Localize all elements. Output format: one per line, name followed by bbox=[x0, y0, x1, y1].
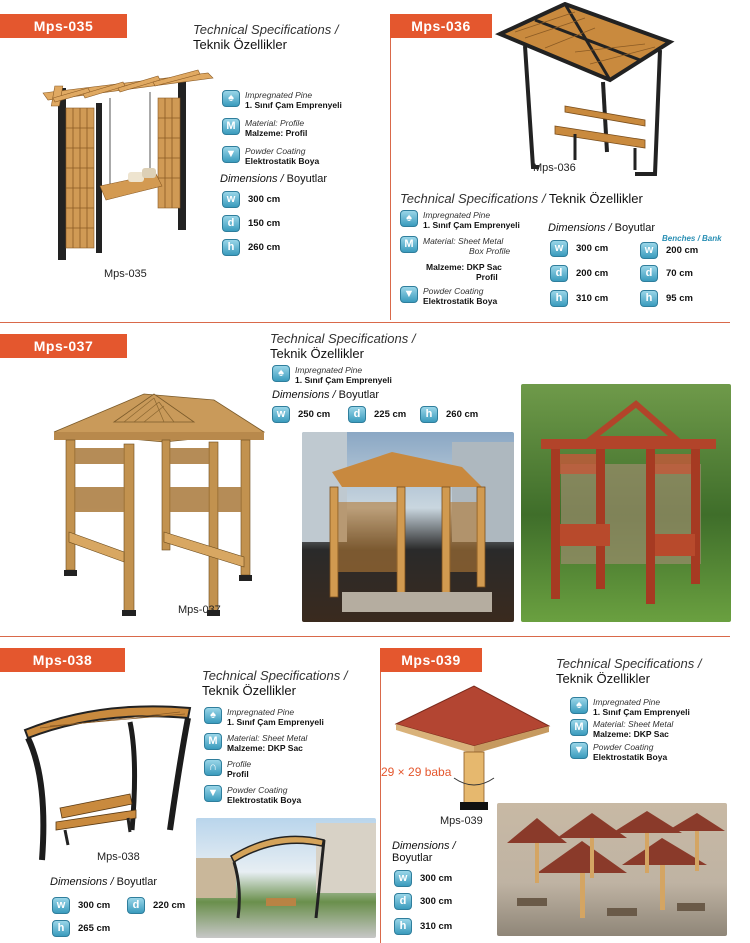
spec-en: Profile bbox=[227, 759, 252, 769]
material-icon: M bbox=[204, 733, 222, 750]
tree-icon: ♠ bbox=[272, 365, 290, 382]
mps037-photo-wooden bbox=[302, 432, 514, 622]
dim-width-038 bbox=[52, 897, 110, 914]
dim-value: 200 cm bbox=[576, 268, 609, 279]
spec-tr: 1. Sınıf Çam Emprenyeli bbox=[227, 717, 324, 727]
dim-depth-039 bbox=[394, 893, 452, 910]
bench-width-036 bbox=[640, 242, 698, 259]
height-icon: h bbox=[394, 918, 412, 935]
dim-en: Dimensions / bbox=[392, 840, 456, 852]
canopy-photo-shape bbox=[196, 818, 376, 938]
spec-en: Impregnated Pine bbox=[227, 707, 295, 717]
spec-heading-en: Technical Specifications / bbox=[193, 22, 339, 37]
depth-icon: d bbox=[550, 265, 568, 282]
dim-depth-036 bbox=[550, 265, 608, 282]
width-icon: w bbox=[272, 406, 290, 423]
spec-heading-en: Technical Specifications / bbox=[400, 191, 546, 206]
spec-tr: Malzeme: DKP Sac bbox=[227, 743, 303, 753]
mps038-photo bbox=[196, 818, 376, 938]
dim-height-035 bbox=[222, 239, 280, 256]
spec-heading-038 bbox=[202, 668, 348, 698]
depth-icon: d bbox=[394, 893, 412, 910]
paint-icon: ▼ bbox=[222, 146, 240, 163]
spec-tr: Elektrostatik Boya bbox=[593, 752, 668, 762]
width-icon: w bbox=[394, 870, 412, 887]
spec-tr: 1. Sınıf Çam Emprenyeli bbox=[295, 375, 392, 385]
mps035-caption: Mps-035 bbox=[104, 268, 147, 280]
dim-value: 225 cm bbox=[374, 409, 407, 420]
dim-value: 300 cm bbox=[78, 900, 111, 911]
bench-height-036 bbox=[640, 290, 693, 307]
dim-value: 70 cm bbox=[666, 268, 693, 279]
dim-value: 300 cm bbox=[420, 896, 453, 907]
material-icon: M bbox=[222, 118, 240, 135]
spec-heading-035 bbox=[193, 22, 339, 52]
dim-width-037 bbox=[272, 406, 330, 423]
product-tag-mps037: Mps-037 bbox=[0, 334, 127, 358]
mps039-caption: Mps-039 bbox=[440, 815, 483, 827]
spec-powder-039 bbox=[570, 742, 667, 762]
divider-vertical-bottom bbox=[380, 660, 381, 943]
height-icon: h bbox=[52, 920, 70, 937]
mps039-photo bbox=[497, 803, 727, 936]
dim-tr: Boyutlar bbox=[116, 876, 157, 888]
spec-powder-038 bbox=[204, 785, 301, 805]
dim-depth-035 bbox=[222, 215, 280, 232]
spec-tr: Elektrostatik Boya bbox=[245, 156, 320, 166]
spec-en: Powder Coating bbox=[593, 742, 654, 752]
spec-en: Impregnated Pine bbox=[593, 697, 661, 707]
material-icon: M bbox=[400, 236, 418, 253]
mps039-umbrella-roof-illustration bbox=[394, 684, 554, 814]
spec-material-036 bbox=[400, 236, 510, 256]
mps035-swing-pergola-illustration bbox=[38, 68, 218, 268]
width-icon: w bbox=[550, 240, 568, 257]
dim-value: 260 cm bbox=[446, 409, 479, 420]
dim-value: 95 cm bbox=[666, 293, 693, 304]
bench-depth-036 bbox=[640, 265, 693, 282]
spec-material-038 bbox=[204, 733, 307, 753]
mps036-caption: Mps-036 bbox=[533, 162, 576, 174]
mps038-caption: Mps-038 bbox=[97, 851, 140, 863]
spec-heading-037 bbox=[270, 331, 416, 361]
dim-depth-038 bbox=[127, 897, 185, 914]
spec-en: Impregnated Pine bbox=[295, 365, 363, 375]
spec-material-tr-036 bbox=[426, 262, 502, 282]
spec-heading-en: Technical Specifications / bbox=[202, 668, 348, 683]
dim-height-038 bbox=[52, 920, 110, 937]
profile-icon: ∩ bbox=[204, 759, 222, 776]
wooden-gazebo-photo-shape bbox=[302, 432, 514, 622]
spec-heading-tr: Teknik Özellikler bbox=[193, 37, 287, 52]
spec-powder-036 bbox=[400, 286, 497, 306]
spec-pine-036 bbox=[400, 210, 520, 230]
spec-tr-2: Profil bbox=[476, 272, 498, 282]
dim-value: 260 cm bbox=[248, 242, 281, 253]
mps037-gazebo-illustration bbox=[44, 392, 269, 617]
dim-height-037 bbox=[420, 406, 478, 423]
dimensions-heading-038 bbox=[50, 876, 157, 888]
spec-heading-039 bbox=[556, 656, 702, 686]
dim-en: Dimensions / bbox=[50, 876, 114, 888]
spec-heading-tr: Teknik Özellikler bbox=[202, 683, 296, 698]
spec-tr: 1. Sınıf Çam Emprenyeli bbox=[593, 707, 690, 717]
tree-icon: ♠ bbox=[222, 90, 240, 107]
dim-tr: Boyutlar bbox=[286, 173, 327, 185]
umbrellas-photo-shape bbox=[497, 803, 727, 936]
material-icon: M bbox=[570, 719, 588, 736]
spec-en: Powder Coating bbox=[245, 146, 306, 156]
spec-tr: Malzeme: DKP Sac bbox=[593, 729, 669, 739]
spec-tr: 1. Sınıf Çam Emprenyeli bbox=[245, 100, 342, 110]
dim-value: 250 cm bbox=[298, 409, 331, 420]
depth-icon: d bbox=[222, 215, 240, 232]
mps038-canopy-bench-illustration bbox=[20, 700, 195, 870]
mps037-caption: Mps-037 bbox=[178, 604, 221, 616]
divider-row2 bbox=[0, 636, 730, 637]
dim-value: 300 cm bbox=[576, 243, 609, 254]
spec-en-2: Box Profile bbox=[469, 246, 511, 256]
spec-tr: Profil bbox=[227, 769, 249, 779]
paint-icon: ▼ bbox=[400, 286, 418, 303]
spec-en: Impregnated Pine bbox=[423, 210, 491, 220]
dimensions-heading-039 bbox=[392, 840, 472, 864]
dim-value: 265 cm bbox=[78, 923, 111, 934]
red-gazebo-photo-shape bbox=[521, 384, 731, 622]
dim-tr: Boyutlar bbox=[614, 222, 655, 234]
spec-heading-tr: Teknik Özellikler bbox=[548, 191, 643, 206]
spec-en: Material: Sheet Metal bbox=[423, 236, 504, 246]
post-size-label: 29 × 29 baba bbox=[381, 765, 452, 779]
width-icon: w bbox=[52, 897, 70, 914]
dim-value: 310 cm bbox=[576, 293, 609, 304]
spec-material-039 bbox=[570, 719, 673, 739]
depth-icon: d bbox=[127, 897, 145, 914]
dim-value: 200 cm bbox=[666, 245, 699, 256]
spec-profile-038 bbox=[204, 759, 251, 779]
dim-width-039 bbox=[394, 870, 452, 887]
dim-height-039 bbox=[394, 918, 452, 935]
spec-powder-035 bbox=[222, 146, 319, 166]
dim-width-036 bbox=[550, 240, 608, 257]
tree-icon: ♠ bbox=[204, 707, 222, 724]
tree-icon: ♠ bbox=[400, 210, 418, 227]
width-icon: w bbox=[222, 191, 240, 208]
product-tag-mps035: Mps-035 bbox=[0, 14, 127, 38]
bench-label-036: Benches / Bank bbox=[662, 234, 722, 243]
spec-heading-en: Technical Specifications / bbox=[270, 331, 416, 346]
spec-en: Powder Coating bbox=[423, 286, 484, 296]
dimensions-heading-036 bbox=[548, 222, 655, 234]
dim-value: 300 cm bbox=[248, 194, 281, 205]
spec-pine-037 bbox=[272, 365, 392, 385]
dimensions-heading-037 bbox=[272, 389, 379, 401]
mps036-bench-canopy-illustration bbox=[495, 2, 675, 180]
depth-icon: d bbox=[348, 406, 366, 423]
height-icon: h bbox=[420, 406, 438, 423]
spec-en: Impregnated Pine bbox=[245, 90, 313, 100]
spec-en: Powder Coating bbox=[227, 785, 288, 795]
spec-en: Material: Profile bbox=[245, 118, 305, 128]
spec-en: Material: Sheet Metal bbox=[593, 719, 674, 729]
spec-tr: Malzeme: DKP Sac bbox=[426, 262, 502, 272]
dim-value: 220 cm bbox=[153, 900, 186, 911]
height-icon: h bbox=[640, 290, 658, 307]
spec-tr: 1. Sınıf Çam Emprenyeli bbox=[423, 220, 520, 230]
dim-tr: Boyutlar bbox=[338, 389, 379, 401]
dimensions-heading-035 bbox=[220, 173, 327, 185]
product-tag-mps038: Mps-038 bbox=[0, 648, 125, 672]
dim-value: 300 cm bbox=[420, 873, 453, 884]
spec-en: Material: Sheet Metal bbox=[227, 733, 308, 743]
spec-heading-036 bbox=[400, 191, 643, 206]
spec-tr: Elektrostatik Boya bbox=[227, 795, 302, 805]
dim-depth-037 bbox=[348, 406, 406, 423]
dim-width-035 bbox=[222, 191, 280, 208]
dim-value: 150 cm bbox=[248, 218, 281, 229]
product-tag-mps036: Mps-036 bbox=[390, 14, 492, 38]
tree-icon: ♠ bbox=[570, 697, 588, 714]
divider-vertical-top bbox=[390, 28, 391, 320]
dim-en: Dimensions / bbox=[272, 389, 336, 401]
spec-heading-tr: Teknik Özellikler bbox=[270, 346, 364, 361]
spec-tr: Elektrostatik Boya bbox=[423, 296, 498, 306]
paint-icon: ▼ bbox=[204, 785, 222, 802]
dim-height-036 bbox=[550, 290, 608, 307]
spec-heading-en: Technical Specifications / bbox=[556, 656, 702, 671]
dim-value: 310 cm bbox=[420, 921, 453, 932]
mps037-photo-red bbox=[521, 384, 731, 622]
width-icon: w bbox=[640, 242, 658, 259]
product-tag-mps039: Mps-039 bbox=[380, 648, 482, 672]
depth-icon: d bbox=[640, 265, 658, 282]
spec-pine-035 bbox=[222, 90, 342, 110]
dim-tr: Boyutlar bbox=[392, 852, 433, 864]
divider-row1 bbox=[0, 322, 730, 323]
dim-en: Dimensions / bbox=[548, 222, 612, 234]
height-icon: h bbox=[222, 239, 240, 256]
dim-en: Dimensions / bbox=[220, 173, 284, 185]
spec-heading-tr: Teknik Özellikler bbox=[556, 671, 650, 686]
spec-material-035 bbox=[222, 118, 307, 138]
paint-icon: ▼ bbox=[570, 742, 588, 759]
spec-pine-039 bbox=[570, 697, 690, 717]
spec-pine-038 bbox=[204, 707, 324, 727]
height-icon: h bbox=[550, 290, 568, 307]
spec-tr: Malzeme: Profil bbox=[245, 128, 308, 138]
